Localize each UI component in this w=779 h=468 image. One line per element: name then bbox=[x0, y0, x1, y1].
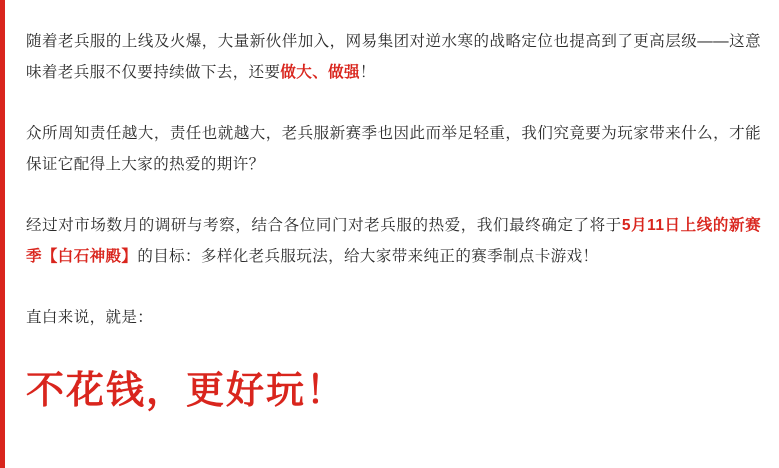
paragraph-2-text: 众所周知责任越大，责任也就越大，老兵服新赛季也因此而举足轻重，我们究竟要为玩家带来什么，才能保证它配得上大家的热爱的期许？ bbox=[26, 125, 761, 173]
headline: 不花钱，更好玩！ bbox=[26, 370, 347, 412]
paragraph-1-emphasis: 做大、做强 bbox=[280, 64, 360, 81]
left-accent-rule bbox=[0, 0, 5, 468]
paragraph-1-text-lead: 随着老兵服的上线及火爆，大量新伙伴加入，网易集团对逆水寒的战略定位也提高到了更高层级——这意味着老兵服不仅要持续做下去，还要 bbox=[26, 33, 761, 81]
paragraph-1 bbox=[26, 26, 761, 88]
paragraph-4-text: 直白来说，就是： bbox=[26, 309, 154, 326]
paragraph-3-text-tail: 的目标：多样化老兵服玩法，给大家带来纯正的赛季制点卡游戏！ bbox=[137, 248, 599, 265]
paragraph-2 bbox=[26, 118, 761, 180]
paragraph-3 bbox=[26, 210, 761, 272]
paragraph-3-emphasis: 5月11日上线的新赛季【白石神殿】 bbox=[26, 217, 761, 265]
document-content bbox=[26, 26, 761, 415]
paragraph-1-text-tail: ！ bbox=[359, 64, 376, 81]
paragraph-4 bbox=[26, 302, 761, 333]
paragraph-3-text-lead: 经过对市场数月的调研与考察，结合各位同门对老兵服的热爱，我们最终确定了将于 bbox=[26, 217, 622, 234]
